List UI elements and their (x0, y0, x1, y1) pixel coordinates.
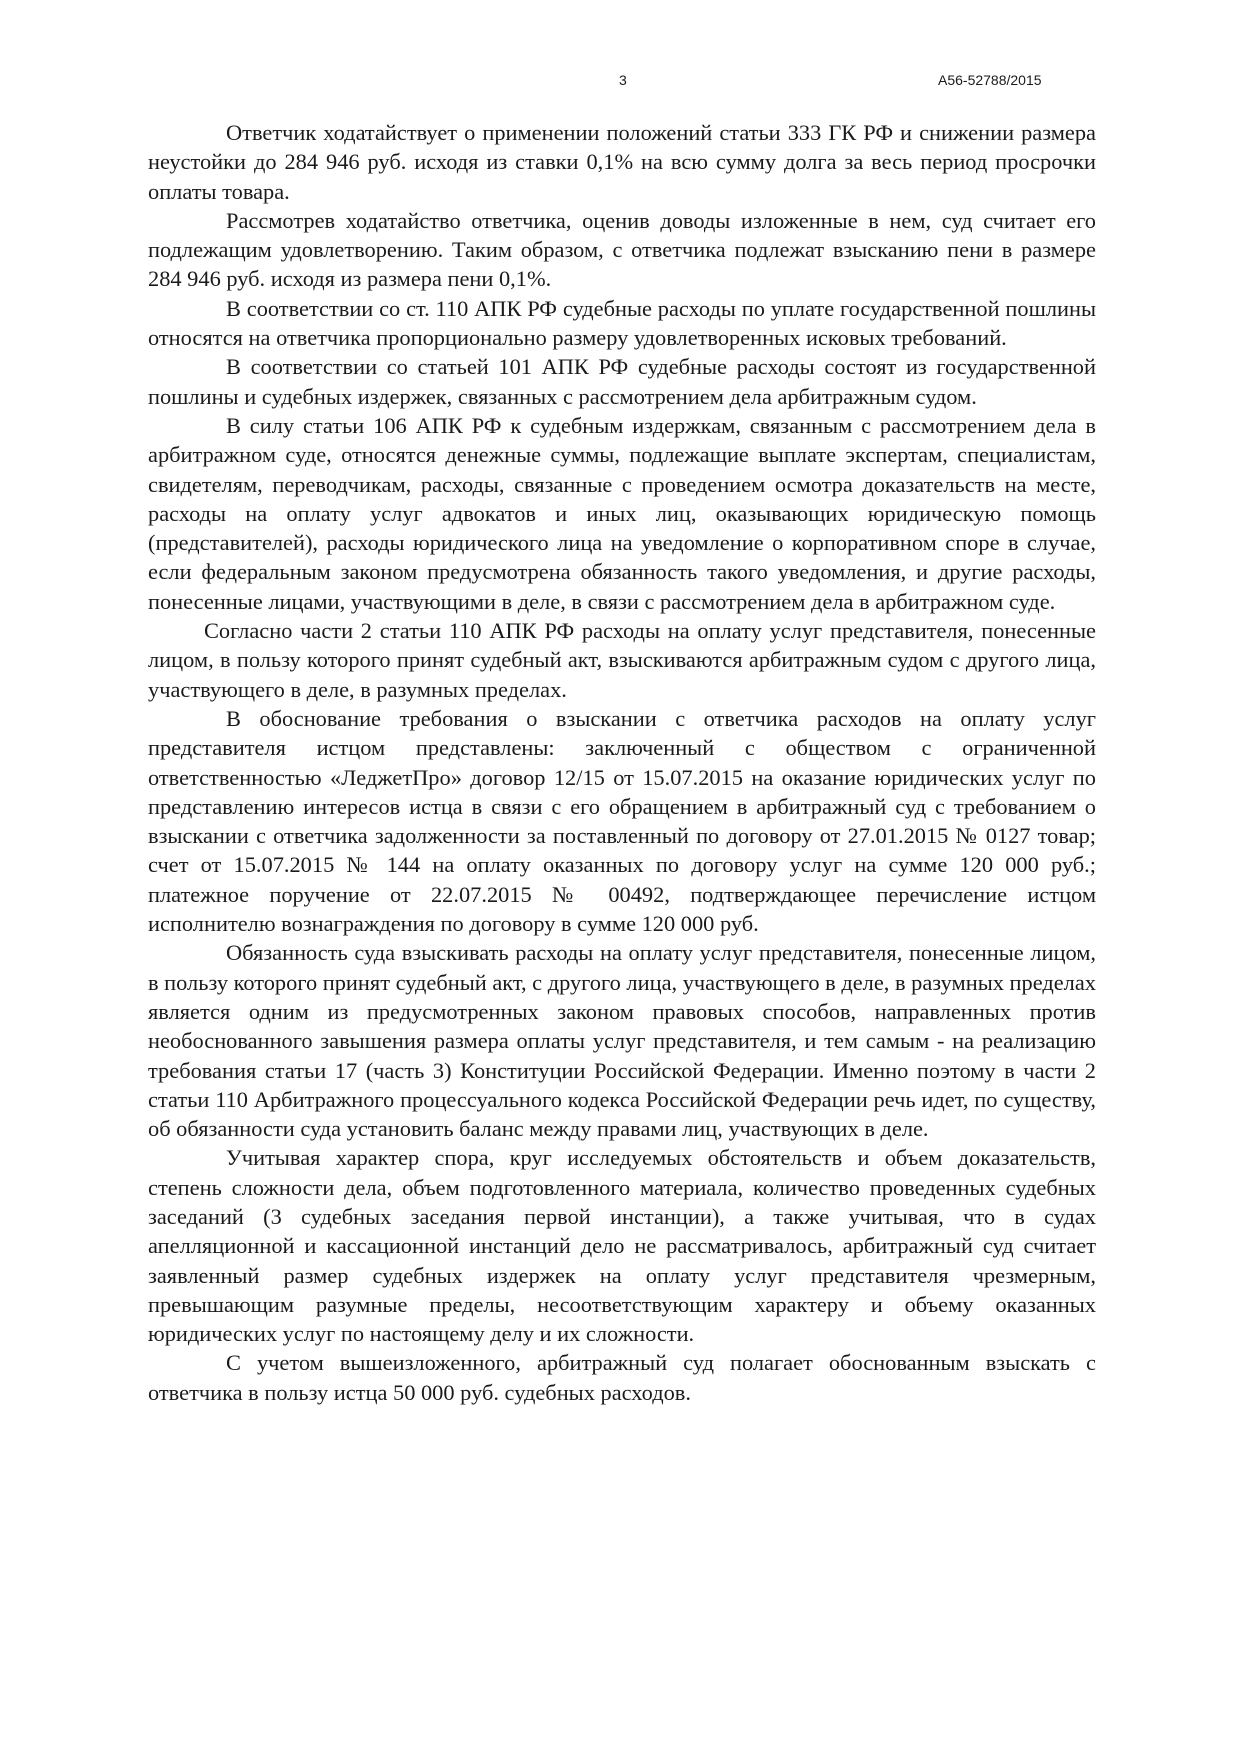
paragraph-reasonable-limits: Обязанность суда взыскивать расходы на оплату услуг представителя, понесенные лицом, в пользу которого принят судебный акт, с другого лица, участвующего в деле, в разумных пределах является одним из предусмотренных законом правовых способов, направленных против необоснованного завышения размера оплаты услуг представителя, и тем самым - на реализацию требования статьи 17 (часть 3) Конституции Российской Федерации. Именно поэтому в части 2 статьи 110 Арбитражного процессуального кодекса Российской Федерации речь идет, по существу, об обязанности суда установить баланс между правами лиц, участвующих в деле. (148, 940, 1096, 1142)
paragraph-court-costs-composition: В соответствии со статьей 101 АПК РФ судебные расходы состоят из государственной пошлины и судебных издержек, связанных с рассмотрением дела арбитражным судом. (148, 354, 1096, 409)
case-number: А56-52788/2015 (938, 72, 1042, 88)
paragraph-state-duty-allocation: В соответствии со ст. 110 АПК РФ судебные расходы по уплате государственной пошлины относятся на ответчика пропорционально размеру удовлетворенных исковых требований. (148, 295, 1096, 351)
paragraph-conclusion: С учетом вышеизложенного, арбитражный суд полагает обоснованным взыскать с ответчика в пользу истца 50 000 руб. судебных расходов. (148, 1350, 1096, 1405)
paragraph-court-assessment: Рассмотрев ходатайство ответчика, оценив доводы изложенные в нем, суд считает его подлежащим удовлетворению. Таким образом, с ответчика подлежат взысканию пени в размере 284 946 руб. исходя из размера пени 0,1%. (148, 207, 1096, 292)
paragraph-penalty-reduction-request: Ответчик ходатайствует о применении положений статьи 333 ГК РФ и снижении размера неустойки до 284 946 руб. исходя из ставки 0,1% на всю сумму долга за весь период просрочки оплаты товара. (148, 120, 1096, 204)
paragraph-case-complexity: Учитывая характер спора, круг исследуемых обстоятельств и объем доказательств, степень сложности дела, объем подготовленного материала, количество проведенных судебных заседаний (3 судебных заседания первой инстанции), а также учитывая, что в судах апелляционной и кассационной инстанций дело не рассматривалось, арбитражный суд считает заявленный размер судебных издержек на оплату услуг представителя чрезмерным, превышающим разумные пределы, несоответствующим характеру и объему оказанных юридических услуг по настоящему делу и их сложности. (148, 1145, 1096, 1347)
paragraph-litigation-expenses: В силу статьи 106 АПК РФ к судебным издержкам, связанным с рассмотрением дела в арбитражном суде, относятся денежные суммы, подлежащие выплате экспертам, специалистам, свидетелям, переводчикам, расходы, связанные с проведением осмотра доказательств на месте, расходы на оплату услуг адвокатов и иных лиц, оказывающих юридическую помощь (представителей), расходы юридического лица на уведомление о корпоративном споре в случае, если федеральным законом предусмотрена обязанность такого уведомления, и другие расходы, понесенные лицами, участвующими в деле, в связи с рассмотрением дела в арбитражном суде. (148, 412, 1096, 614)
paragraph-evidence-of-costs: В обоснование требования о взыскании с ответчика расходов на оплату услуг представителя истцом представлены: заключенный с обществом с ограниченной ответственностью «ЛеджетПро» договор 12/15 от 15.07.2015 на оказание юридических услуг по представлению интересов истца в связи с его обращением в арбитражный суд с требованием о взыскании с ответчика задолженности за поставленный по договору от 27.01.2015 № 0127 товар; счет от 15.07.2015 № 144 на оплату оказанных по договору услуг на сумме 120 000 руб.; платежное поручение от 22.07.2015 № 00492, подтверждающее перечисление истцом исполнителю вознаграждения по договору в сумме 120 000 руб. (148, 705, 1096, 937)
document-body (148, 118, 1096, 1407)
page-header (0, 72, 1241, 94)
paragraph-representative-costs-rule: Согласно части 2 статьи 110 АПК РФ расходы на оплату услуг представителя, понесенные лицом, в пользу которого принят судебный акт, взыскиваются арбитражным судом с другого лица, участвующего в деле, в разумных пределах. (148, 618, 1096, 702)
page-number: 3 (619, 72, 627, 88)
